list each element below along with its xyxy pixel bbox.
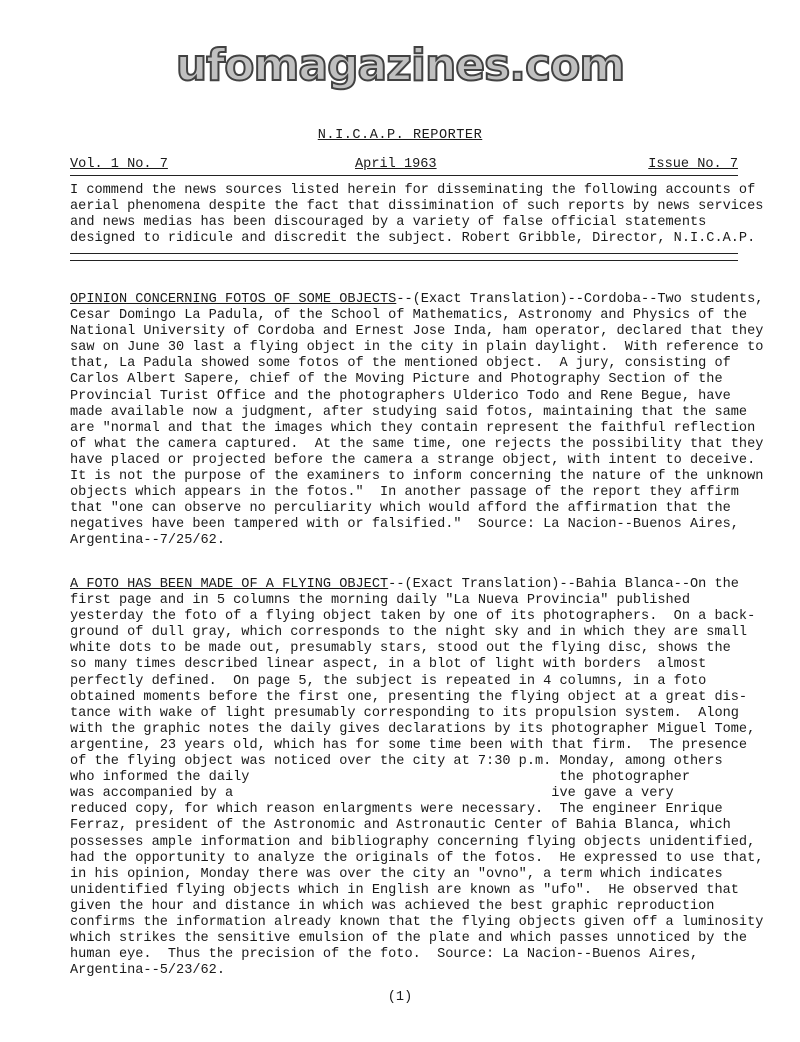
issue-header [70,157,738,176]
text-line: objects which appears in the fotos." In another passage of the report they affirm [70,485,739,501]
text-line: perfectly defined. On page 5, the subject is repeated in 4 columns, in a foto [70,673,707,689]
text-line: Cesar Domingo La Padula, of the School of Mathematics, Astronomy and Physics of the [70,308,748,324]
text-line: so many times described linear aspect, in a blot of light with borders almost [70,657,707,673]
text-line: It is not the purpose of the examiners to inform concerning the nature of the unknown [70,469,764,485]
text-line: was accompanied by a ive gave a very [70,786,674,802]
text-line: had the opportunity to analyze the originals of the fotos. He expressed to use that, [70,850,764,866]
text-line: designed to ridicule and discredit the subject. Robert Gribble, Director, N.I.C.A.P. [70,231,756,247]
text-line: of what the camera captured. At the same time, one rejects the possibility that they [70,436,764,452]
text-line: unidentified flying objects which in English are known as "ufo". He observed that [70,882,739,898]
article-headline: OPINION CONCERNING FOTOS OF SOME OBJECTS [70,292,397,307]
text-line: tance with wake of light presumably corresponding to its propulsion system. Along [70,705,739,721]
text-line: argentine, 23 years old, which has for some time been with that firm. The presence [70,737,748,753]
intro-paragraph [70,183,764,247]
text-line: yesterday the foto of a flying object taken by one of its photographers. On a back- [70,609,756,625]
text-line: have placed or projected before the camera a strange object, with intent to deceive. [70,452,756,468]
text-line: given the hour and distance in which was achieved the best graphic reproduction [70,898,715,914]
issue-date: April 1963 [355,157,437,172]
text-line: aerial phenomena despite the fact that dissimination of such reports by news services [70,199,764,215]
text-line: which strikes the sensitive emulsion of the plate and which passes unnoticed by the [70,931,748,947]
text-line: with the graphic notes the daily gives declarations by its photographer Miguel Tome, [70,721,756,737]
divider [70,253,738,254]
issue-number: Issue No. 7 [648,157,738,172]
article-opinion-fotos [70,292,764,550]
article-foto-flying-object [70,577,764,979]
text-line-rest: --(Exact Translation)--Cordoba--Two students, [396,292,764,307]
text-line: obtained moments before the first one, presenting the flying object at a great dis- [70,689,748,705]
text-line: that, La Padula showed some fotos of the mentioned object. A jury, consisting of [70,356,731,372]
text-line: confirms the information already known that the flying objects given off a luminosity [70,914,764,930]
text-line: saw on June 30 last a flying object in the city in plain daylight. With reference to [70,340,764,356]
text-line: National University of Cordoba and Ernest Jose Inda, ham operator, declared that they [70,324,764,340]
text-line: Carlos Albert Sapere, chief of the Moving Picture and Photography Section of the [70,372,723,388]
volume-label: Vol. 1 No. 7 [70,157,168,172]
text-line: negatives have been tampered with or falsified." Source: La Nacion--Buenos Aires, [70,517,739,533]
text-line: ground of dull gray, which corresponds to the night sky and in which they are small [70,625,748,641]
text-line [70,292,764,308]
text-line: Argentina--7/25/62. [70,533,225,549]
text-line: possesses ample information and bibliography concerning flying objects unidentified, [70,834,756,850]
text-line: are "normal and that the images which they contain represent the faithful reflection [70,420,756,436]
text-line: Argentina--5/23/62. [70,963,225,979]
text-line: reduced copy, for which reason enlargments were necessary. The engineer Enrique [70,802,723,818]
text-line: white dots to be made out, presumably stars, stood out the flying disc, shows the [70,641,731,657]
text-line: I commend the news sources listed herein for disseminating the following accounts of [70,183,756,198]
divider [70,260,738,261]
article-headline: A FOTO HAS BEEN MADE OF A FLYING OBJECT [70,577,389,592]
text-line: who informed the daily the photographer [70,770,690,786]
text-line-rest: --(Exact Translation)--Bahia Blanca--On the [388,577,739,592]
text-line: human eye. Thus the precision of the foto. Source: La Nacion--Buenos Aires, [70,947,699,963]
text-line: Provincial Turist Office and the photographers Ulderico Todo and Rene Begue, have [70,388,731,404]
text-line: first page and in 5 columns the morning daily "La Nueva Provincia" published [70,593,690,609]
page-number: (1) [387,990,413,1005]
text-line: Ferraz, president of the Astronomic and Astronautic Center of Bahia Blanca, which [70,818,731,834]
text-line: made available now a judgment, after studying said fotos, maintaining that the same [70,404,748,420]
text-line: in his opinion, Monday there was over the city an "ovno", a term which indicates [70,866,723,882]
text-line [70,577,750,593]
publication-title: N.I.C.A.P. REPORTER [317,128,483,143]
text-line: that "one can observe no perculiarity which would afford the affirmation that the [70,501,731,517]
text-line: and news medias has been discouraged by a variety of false official statements [70,215,707,231]
text-line: of the flying object was noticed over the city at 7:30 p.m. Monday, among others [70,754,723,770]
watermark: ufomagazines.com [175,40,625,91]
